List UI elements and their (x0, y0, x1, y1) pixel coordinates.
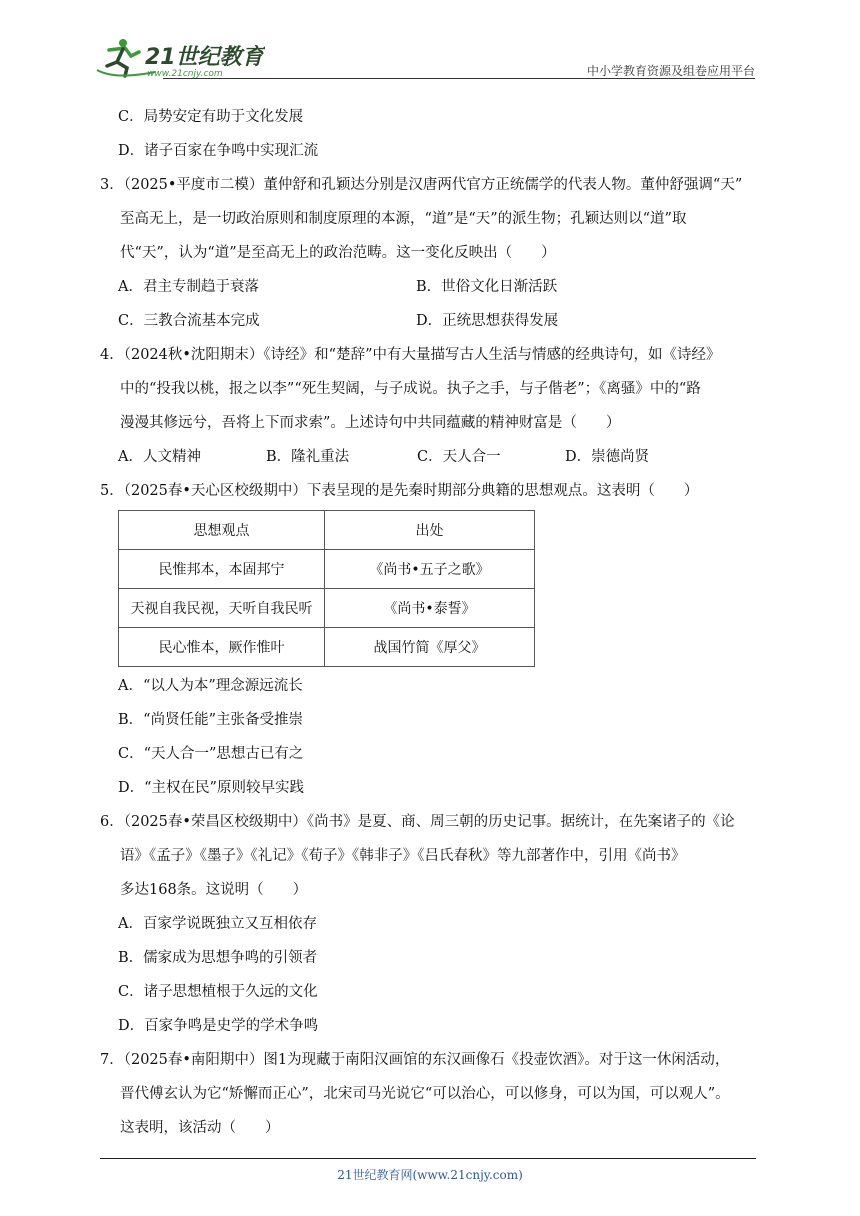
question-3-line-2: 至高无上，是一切政治原则和制度原理的本源，“道”是“天”的派生物；孔颖达则以“道”取 (120, 211, 687, 227)
question-4-line-3: 漫漫其修远兮，吾将上下而求索”。上述诗句中共同蕴藏的精神财富是（ ） (120, 415, 621, 431)
logo-url: www.21cnjy.com (147, 69, 223, 78)
question-6-line-3: 多达168条。这说明（ ） (120, 882, 308, 898)
question-4 (100, 338, 760, 474)
question-4-line-1: 4．（2024秋•沈阳期末）《诗经》和“楚辞”中有大量描写古人生活与情感的经典诗句，如《诗经》 (100, 347, 721, 363)
table-cell: 《尚书•五子之歌》 (325, 550, 535, 589)
table-cell: 天视自我民视，天听自我民听 (119, 589, 325, 628)
footer-divider (100, 1158, 756, 1159)
question-7-line-1: 7．（2025春•南阳期中）图1为现藏于南阳汉画馆的东汉画像石《投壶饮酒》。对于这一休闲活动， (100, 1052, 730, 1068)
table-header-row (119, 511, 535, 550)
table-cell: 民惟邦本，本固邦宁 (119, 550, 325, 589)
question-3-option-a[interactable]: A．君主专制趋于衰落 (118, 279, 259, 295)
question-3-line-1: 3．（2025•平度市二模）董仲舒和孔颖达分别是汉唐两代官方正统儒学的代表人物。董仲舒强调“天” (100, 177, 743, 193)
table-row (119, 589, 535, 628)
platform-name: 中小学教育资源及组卷应用平台 (586, 64, 755, 78)
question-3-line-3: 代“天”，认为“道”是至高无上的政治范畴。这一变化反映出（ ） (120, 245, 556, 261)
table-row (119, 628, 535, 667)
question-5-option-a[interactable]: A．“以人为本”理念源远流长 (118, 678, 303, 694)
logo-text: 21世纪教育 (145, 45, 264, 70)
question-4-option-d[interactable]: D．崇德尚贤 (565, 449, 650, 465)
question-5-option-d[interactable]: D．“主权在民”原则较早实践 (118, 780, 304, 796)
question-6-option-a[interactable]: A．百家学说既独立又互相依存 (118, 916, 317, 932)
question-3-option-b[interactable]: B．世俗文化日渐活跃 (416, 279, 558, 295)
page-header (95, 30, 755, 80)
table-cell: 战国竹简《厚父》 (325, 628, 535, 667)
question-6-line-1: 6．（2025春•荣昌区校级期中）《尚书》是夏、商、周三朝的历史记事。据统计，在先案诸子的《论 (100, 814, 735, 830)
question-7-line-2: 晋代傅玄认为它“矫懈而正心”，北宋司马光说它“可以治心，可以修身，可以为国，可以观人”。 (120, 1086, 730, 1102)
question-4-option-c[interactable]: C．天人合一 (417, 449, 501, 465)
header-divider (163, 78, 755, 79)
question-3-option-c[interactable]: C．三教合流基本完成 (118, 313, 260, 329)
question-5-option-b[interactable]: B．“尚贤任能”主张备受推崇 (118, 712, 303, 728)
question-6-option-d[interactable]: D．百家争鸣是史学的学术争鸣 (118, 1018, 319, 1034)
option-c-prev: C．局势安定有助于文化发展 (118, 109, 304, 125)
question-5-line-1: 5．（2025春•天心区校级期中）下表呈现的是先秦时期部分典籍的思想观点。这表明（ ） (100, 483, 699, 499)
exam-content (100, 100, 760, 1145)
question-4-options (100, 440, 760, 474)
question-5 (100, 474, 760, 805)
question-4-option-b[interactable]: B．隆礼重法 (266, 449, 350, 465)
question-5-table (118, 510, 535, 667)
question-6-option-b[interactable]: B．儒家成为思想争鸣的引领者 (118, 950, 318, 966)
table-row (119, 550, 535, 589)
question-3-options-row-2 (100, 304, 760, 338)
table-header-cell: 思想观点 (119, 511, 325, 550)
question-4-option-a[interactable]: A．人文精神 (118, 449, 201, 465)
question-7 (100, 1043, 760, 1145)
table-cell: 《尚书•泰誓》 (325, 589, 535, 628)
logo (95, 36, 265, 78)
page-footer[interactable]: 21世纪教育网(www.21cnjy.com) (337, 1168, 523, 1182)
question-6-option-c[interactable]: C．诸子思想植根于久远的文化 (118, 984, 318, 1000)
question-7-line-3: 这表明，该活动（ ） (120, 1120, 280, 1136)
question-5-option-c[interactable]: C．“天人合一”思想古已有之 (118, 746, 304, 762)
question-3 (100, 168, 760, 338)
question-4-line-2: 中的“投我以桃，报之以李”“死生契阔，与子成说。执子之手，与子偕老”；《离骚》中的“路 (120, 381, 701, 397)
table-header-cell: 出处 (325, 511, 535, 550)
table-cell: 民心惟本，厥作惟叶 (119, 628, 325, 667)
question-6 (100, 805, 760, 1043)
question-3-options-row-1 (100, 270, 760, 304)
question-6-line-2: 语》《孟子》《墨子》《礼记》《荀子》《韩非子》《吕氏春秋》等九部著作中，引用《尚书》 (120, 848, 686, 864)
option-d-prev: D．诸子百家在争鸣中实现汇流 (118, 143, 319, 159)
question-3-option-d[interactable]: D．正统思想获得发展 (416, 313, 559, 329)
